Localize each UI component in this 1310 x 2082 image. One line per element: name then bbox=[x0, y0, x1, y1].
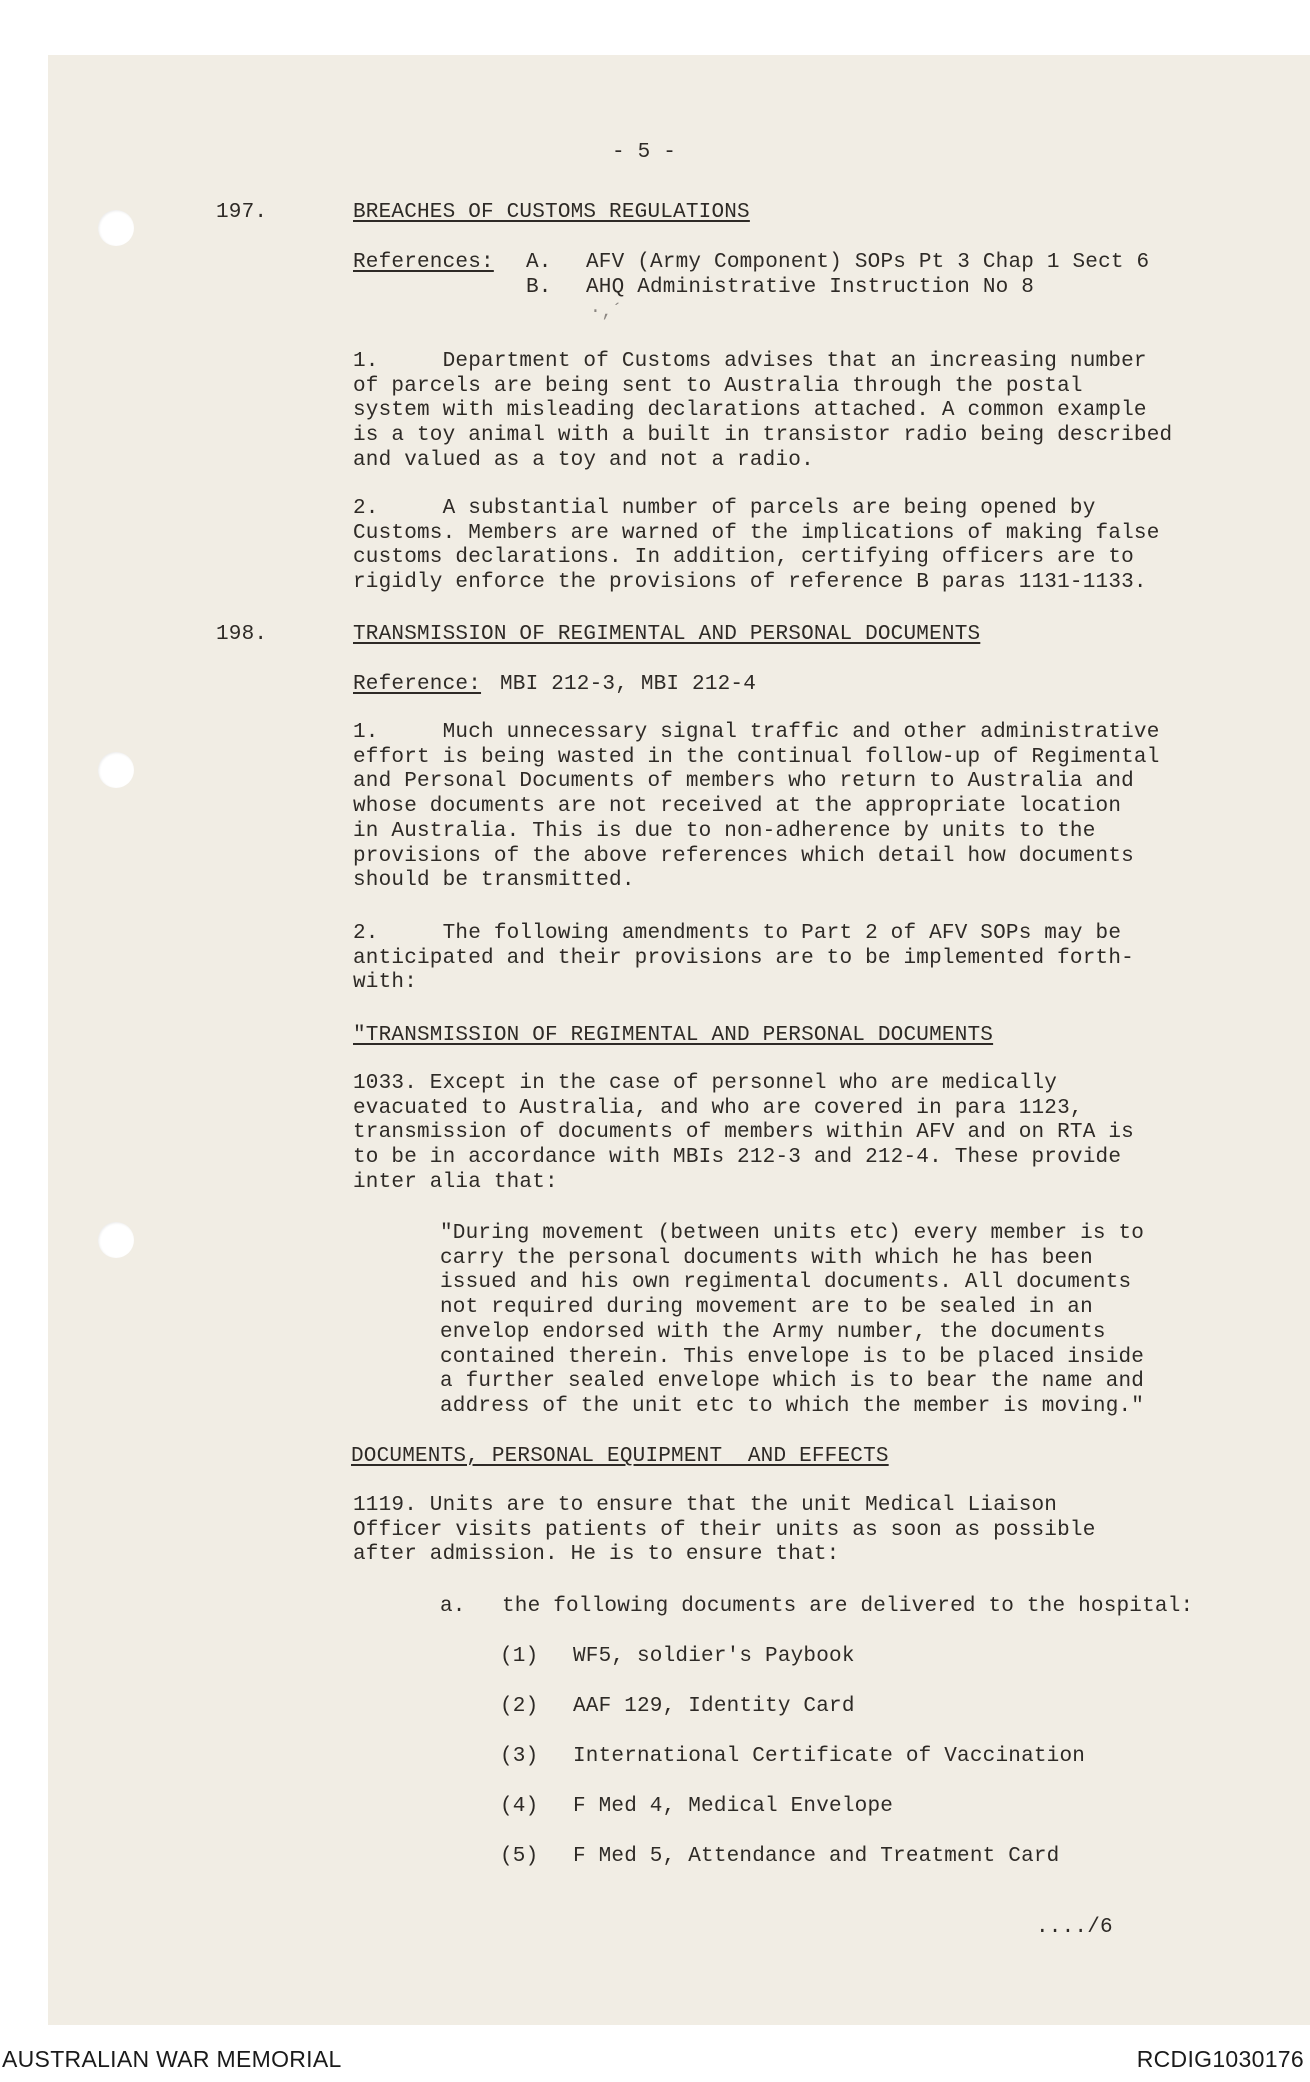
item-text: the following documents are delivered to the hospital: bbox=[502, 1595, 1194, 1618]
paragraph: 2. A substantial number of parcels are being opened by Customs. Members are warned of the implications of making false customs declarations. In addition, certifying officers are to rigidly enforce the provisions of reference B paras 1131-1133. bbox=[353, 497, 1160, 595]
document-item-number: (5) bbox=[500, 1845, 539, 1868]
paragraph-1119: 1119. Units are to ensure that the unit Medical Liaison Officer visits patients of their units as soon as possible after admission. He is to ensure that: bbox=[353, 1494, 1096, 1567]
references-label: References: bbox=[353, 251, 494, 274]
paragraph-1033: 1033. Except in the case of personnel who are medically evacuated to Australia, and who are covered in para 1123, transmission of documents of members within AFV and on RTA is to be in accordance with MBIs 212-3 and 212-4. These provide inter alia that: bbox=[353, 1072, 1134, 1194]
reference-label: Reference: bbox=[353, 673, 482, 696]
document-item-number: (2) bbox=[500, 1695, 539, 1718]
footer-archive-name: AUSTRALIAN WAR MEMORIAL bbox=[2, 2046, 342, 2072]
quoted-text: "During movement (between units etc) every member is to carry the personal documents with which he has been issued and his own regimental documents. All documents not required during movement are to be sealed in an envelop endorsed with the Army number, the documents contained therein. This envelope is to be placed inside a further sealed envelope which is to bear the name and address of the unit etc to which the member is moving." bbox=[440, 1222, 1145, 1418]
paragraph: 2. The following amendments to Part 2 of AFV SOPs may be anticipated and their provisions are to be implemented forth- with: bbox=[353, 922, 1134, 995]
document-item-number: (1) bbox=[500, 1645, 539, 1668]
document-item: F Med 4, Medical Envelope bbox=[573, 1795, 894, 1818]
sub-heading: "TRANSMISSION OF REGIMENTAL AND PERSONAL DOCUMENTS bbox=[353, 1024, 994, 1047]
paragraph: 1. Department of Customs advises that an increasing number of parcels are being sent to Australia through the postal system with misleading declarations attached. A common example is a toy animal with a built in transistor radio being described and valued as a toy and not a radio. bbox=[353, 350, 1173, 472]
pencil-mark: ·‚´ bbox=[590, 302, 623, 322]
punch-hole bbox=[98, 752, 134, 788]
section-number: 197. bbox=[216, 201, 268, 224]
document-item: WF5, soldier's Paybook bbox=[573, 1645, 855, 1668]
document-item-number: (4) bbox=[500, 1795, 539, 1818]
continuation-marker: ..../6 bbox=[1036, 1916, 1113, 1939]
reference-a: AFV (Army Component) SOPs Pt 3 Chap 1 Sect 6 bbox=[586, 251, 1150, 274]
footer-record-id: RCDIG1030176 bbox=[1136, 2046, 1304, 2072]
section-number: 198. bbox=[216, 623, 268, 646]
paragraph: 1. Much unnecessary signal traffic and other administrative effort is being wasted in the continual follow-up of Regimental and Personal Documents of members who return to Australia and whose documents are not received at the appropriate location in Australia. This is due to non-adherence by units to the provisions of the above references which detail how documents should be transmitted. bbox=[353, 721, 1160, 893]
sub-heading: DOCUMENTS, PERSONAL EQUIPMENT AND EFFECTS bbox=[351, 1445, 889, 1468]
reference-b: AHQ Administrative Instruction No 8 bbox=[586, 276, 1035, 299]
item-letter: a. bbox=[440, 1595, 466, 1618]
document-item: AAF 129, Identity Card bbox=[573, 1695, 855, 1718]
section-title: BREACHES OF CUSTOMS REGULATIONS bbox=[353, 201, 750, 224]
section-title: TRANSMISSION OF REGIMENTAL AND PERSONAL DOCUMENTS bbox=[353, 623, 981, 646]
reference-letter: B. bbox=[526, 276, 552, 299]
document-item: F Med 5, Attendance and Treatment Card bbox=[573, 1845, 1060, 1868]
punch-hole bbox=[98, 1222, 134, 1258]
page-number: - 5 - bbox=[612, 141, 677, 164]
document-item: International Certificate of Vaccination bbox=[573, 1745, 1086, 1768]
punch-hole bbox=[98, 210, 134, 246]
document-item-number: (3) bbox=[500, 1745, 539, 1768]
reference: MBI 212-3, MBI 212-4 bbox=[500, 673, 757, 696]
reference-letter: A. bbox=[526, 251, 552, 274]
